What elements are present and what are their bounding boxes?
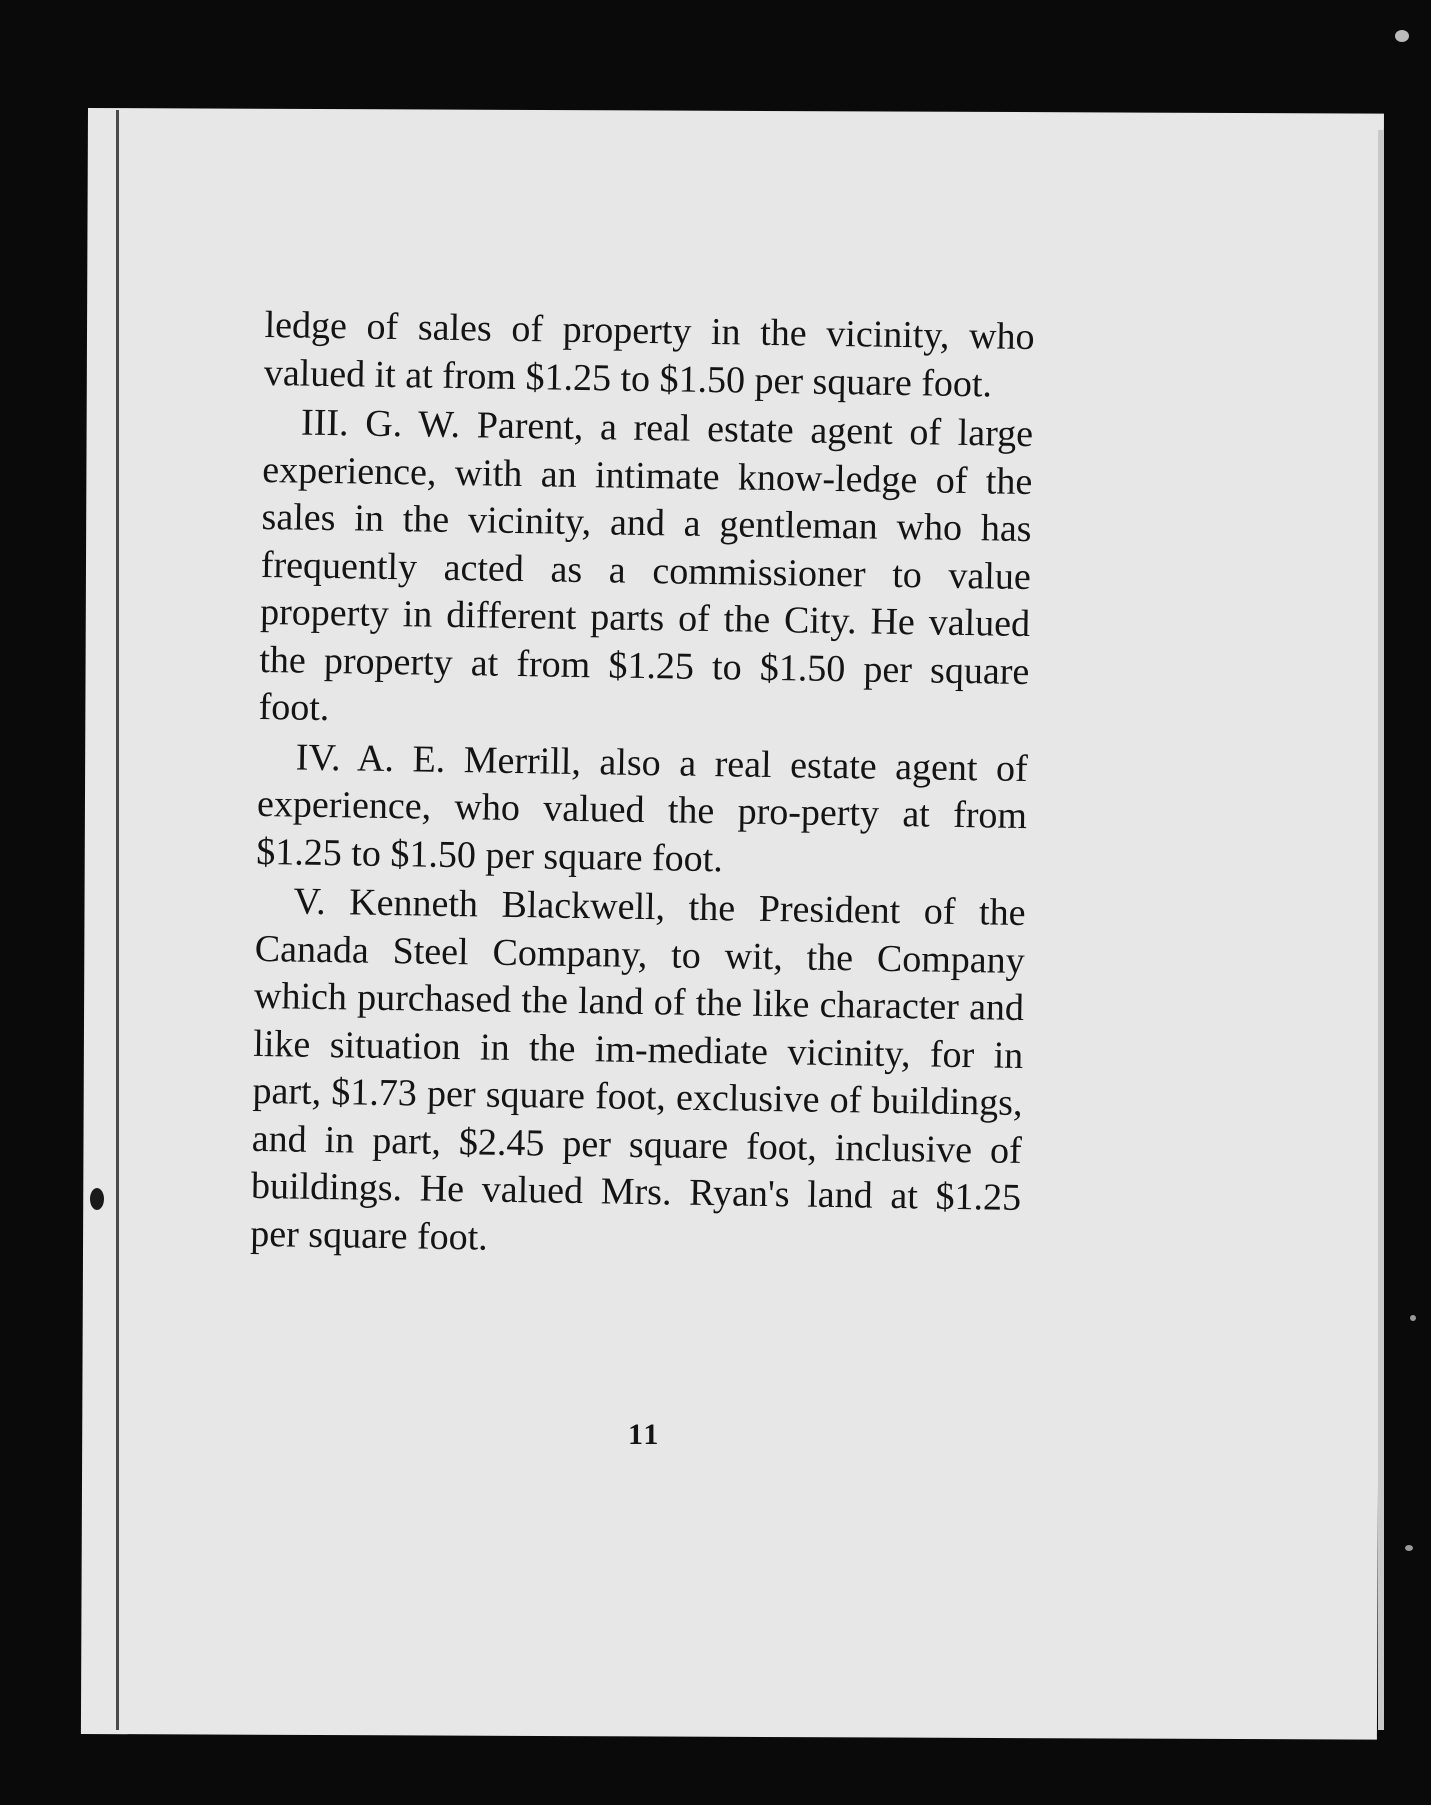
binding-mark bbox=[90, 1188, 104, 1210]
page-edge bbox=[1378, 130, 1384, 1730]
scan-speck bbox=[1410, 1315, 1416, 1321]
paragraph-item-iv: IV. A. E. Merrill, also a real estate agent of experience, who valued the pro-perty at from $1.25 to $1.50 per square foot. bbox=[256, 736, 1029, 880]
scan-speck bbox=[1395, 30, 1409, 42]
paragraph-continuation: ledge of sales of property in the vicinity, who valued it at from $1.25 to $1.50 per square foot. bbox=[263, 303, 1035, 405]
binding-spine bbox=[116, 110, 119, 1730]
page-number: 11 bbox=[628, 1418, 661, 1451]
paragraph-item-iii: III. G. W. Parent, a real estate agent of large experience, with an intimate know-ledge of the sales in the vicinity, and a gentleman who has frequently acted as a commissioner to value property in different parts of the City. He valued the property at from $1.25 to $1.50 per square foot. bbox=[258, 401, 1034, 730]
body-text bbox=[250, 302, 1035, 1272]
paragraph-item-v: V. Kenneth Blackwell, the President of the Canada Steel Company, to wit, the Company which purchased the land of the like character and like situation in the im-mediate vicinity, for in part, $1.73 per square foot, exclusive of buildings, and in part, $2.45 per square foot, inclusive of buildings. He valued Mrs. Ryan's land at $1.25 per square foot. bbox=[250, 880, 1026, 1259]
scan-speck bbox=[1405, 1545, 1413, 1551]
